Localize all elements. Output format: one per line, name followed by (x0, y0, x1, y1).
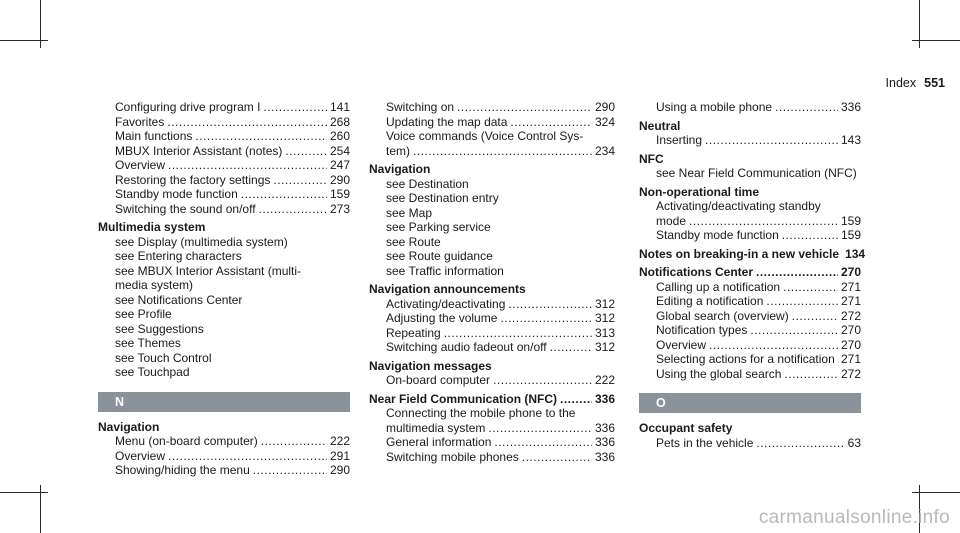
dot-leader (550, 340, 592, 355)
dot-leader (285, 144, 327, 159)
crop-mark (0, 40, 48, 41)
page-number: 551 (924, 76, 945, 90)
entry-label: Overview (656, 337, 707, 352)
dot-leader (493, 373, 592, 388)
index-reference: Activating/deactivating standby (656, 199, 821, 213)
dot-leader (750, 323, 838, 338)
dot-leader (510, 115, 592, 130)
index-entry[interactable] (639, 280, 861, 295)
index-entry[interactable] (98, 129, 350, 144)
index-reference: see Route (386, 234, 441, 249)
index-entry[interactable] (369, 435, 615, 450)
index-reference: see Near Field Communication (NFC) (656, 166, 857, 180)
dot-leader (689, 214, 838, 229)
index-reference: see MBUX Interior Assistant (multi- (115, 263, 302, 278)
entry-page-number[interactable]: 271 (840, 352, 861, 366)
dot-leader (775, 100, 838, 115)
index-entry[interactable] (639, 367, 861, 382)
dot-leader (494, 435, 592, 450)
entry-page-number[interactable]: 141 (329, 100, 350, 114)
index-reference: see Touchpad (115, 365, 190, 379)
entry-label: Standby mode function (656, 228, 779, 242)
dot-leader (263, 100, 327, 115)
entry-page-number[interactable]: 336 (594, 449, 615, 464)
index-entry[interactable] (369, 340, 615, 355)
index-column-1 (98, 100, 350, 478)
entry-page-number[interactable]: 291 (329, 448, 350, 463)
entry-page-number[interactable]: 312 (594, 311, 615, 325)
index-entry[interactable] (639, 133, 861, 148)
entry-page-number[interactable]: 336 (594, 420, 615, 435)
index-entry[interactable] (639, 323, 861, 338)
index-column-3 (639, 100, 866, 450)
entry-page-number[interactable]: 222 (329, 434, 350, 448)
dot-leader (168, 158, 327, 173)
index-heading: Non-operational time (639, 184, 760, 199)
entry-label: Restoring the factory settings (115, 172, 271, 187)
index-entry[interactable] (639, 436, 861, 451)
index-reference: see Suggestions (115, 321, 204, 336)
entry-page-number[interactable]: 159 (840, 213, 861, 228)
entry-label: multimedia system (386, 420, 486, 435)
dot-leader (167, 115, 327, 130)
entry-page-number[interactable]: 222 (594, 373, 615, 387)
index-reference: see Destination (386, 176, 469, 191)
index-reference: see Profile (115, 307, 172, 321)
entry-label: Showing/hiding the menu (115, 463, 250, 477)
crop-mark (912, 492, 960, 493)
entry-label: Using a mobile phone (656, 100, 773, 114)
watermark-logo: carmanualsonline.info (758, 507, 950, 528)
entry-page-number[interactable]: 272 (840, 308, 861, 323)
entry-page-number[interactable]: 290 (329, 463, 350, 477)
entry-label: On-board computer (386, 373, 491, 387)
entry-label: Switching on (386, 100, 455, 114)
dot-leader (444, 326, 592, 341)
dot-leader (522, 450, 592, 465)
crop-mark (912, 40, 960, 41)
index-entry[interactable] (369, 373, 615, 388)
index-heading: Navigation (98, 419, 160, 434)
entry-label: Favorites (115, 114, 165, 129)
entry-label: Pets in the vehicle (656, 435, 754, 450)
index-entry[interactable] (98, 202, 350, 217)
dot-leader (756, 436, 844, 451)
dot-leader (195, 129, 327, 144)
index-entry[interactable] (639, 294, 861, 309)
entry-label: tem) (386, 143, 410, 158)
index-heading: Neutral (639, 118, 681, 133)
dot-leader (273, 173, 327, 188)
entry-label: Switching mobile phones (386, 449, 519, 464)
dot-leader (766, 294, 838, 309)
entry-label: Selecting actions for a notification (656, 352, 835, 366)
entry-label: Updating the map data (386, 114, 508, 129)
entry-label: Main functions (115, 129, 193, 143)
entry-page-number[interactable]: 134 (845, 246, 866, 261)
entry-label: Notes on breaking-in a new vehicle (639, 246, 840, 261)
entry-label: Menu (on-board computer) (115, 434, 258, 448)
index-entry[interactable] (98, 115, 350, 130)
entry-label: Global search (overview) (656, 308, 789, 323)
entry-page-number[interactable]: 254 (329, 143, 350, 158)
index-entry[interactable] (98, 434, 350, 449)
entry-page-number[interactable]: 63 (847, 435, 861, 450)
entry-page-number[interactable]: 290 (594, 100, 615, 114)
index-entry[interactable] (639, 214, 861, 229)
entry-label: Near Field Communication (NFC) (369, 391, 558, 406)
entry-label: Inserting (656, 133, 703, 147)
entry-page-number[interactable]: 270 (840, 337, 861, 352)
entry-label: Activating/deactivating (386, 296, 506, 311)
entry-page-number[interactable]: 268 (329, 114, 350, 129)
entry-page-number[interactable]: 270 (840, 323, 861, 337)
entry-page-number[interactable]: 260 (329, 129, 350, 143)
entry-page-number[interactable]: 336 (594, 435, 615, 449)
entry-page-number[interactable]: 270 (840, 265, 861, 279)
dot-leader (705, 133, 838, 148)
index-entry[interactable] (639, 338, 861, 353)
entry-label: Notifications Center (639, 265, 754, 279)
index-reference: see Destination entry (386, 191, 499, 205)
index-entry[interactable] (369, 115, 615, 130)
dot-leader (261, 434, 327, 449)
index-entry[interactable] (369, 100, 615, 115)
entry-label: Switching audio fadeout on/off (386, 340, 547, 354)
entry-label: General information (386, 435, 492, 449)
entry-label: Switching the sound on/off (115, 201, 256, 216)
entry-label: Using the global search (656, 366, 782, 381)
index-reference: see Notifications Center (115, 292, 243, 307)
entry-page-number[interactable]: 324 (594, 114, 615, 129)
index-reference: Voice commands (Voice Control Sys- (386, 129, 584, 143)
index-reference: see Map (386, 205, 433, 220)
index-entry[interactable] (639, 352, 861, 367)
index-reference: see Display (multimedia system) (115, 234, 288, 249)
index-heading: Navigation messages (369, 358, 492, 373)
index-entry[interactable] (369, 326, 615, 341)
dot-leader (560, 392, 592, 407)
entry-page-number[interactable]: 312 (594, 340, 615, 354)
entry-label: Configuring drive program I (115, 100, 261, 114)
entry-page-number[interactable]: 273 (329, 201, 350, 216)
entry-page-number[interactable]: 159 (840, 228, 861, 242)
index-heading: Occupant safety (639, 421, 733, 435)
index-entry[interactable] (98, 100, 350, 115)
index-reference: see Entering characters (115, 249, 242, 263)
entry-page-number[interactable]: 312 (594, 296, 615, 311)
entry-label: Overview (115, 158, 166, 172)
entry-label: Adjusting the volume (386, 311, 498, 325)
entry-label: Overview (115, 448, 166, 463)
index-entry[interactable] (98, 187, 350, 202)
index-reference: see Themes (115, 336, 181, 350)
entry-page-number[interactable]: 336 (840, 100, 861, 114)
entry-page-number[interactable]: 159 (329, 187, 350, 201)
dot-leader (756, 265, 838, 280)
index-heading-entry[interactable] (639, 246, 866, 262)
index-reference: Connecting the mobile phone to the (386, 406, 576, 420)
dot-leader (259, 202, 327, 217)
index-entry[interactable] (369, 421, 615, 436)
dot-leader (488, 421, 592, 436)
header-title: Index (885, 76, 917, 90)
index-entry[interactable] (639, 228, 861, 243)
dot-leader (457, 100, 592, 115)
index-entry[interactable] (639, 100, 861, 115)
index-reference: see Traffic information (386, 263, 504, 278)
entry-label: MBUX Interior Assistant (notes) (115, 143, 283, 158)
index-entry[interactable] (639, 309, 861, 324)
dot-leader (241, 187, 327, 202)
entry-page-number[interactable]: 271 (840, 279, 861, 294)
crop-mark (0, 492, 48, 493)
section-letter-header: O (639, 393, 861, 413)
index-entry[interactable] (98, 158, 350, 173)
page-header (886, 76, 945, 90)
entry-page-number[interactable]: 234 (594, 143, 615, 158)
entry-label: Repeating (386, 325, 441, 340)
section-letter-header: N (98, 392, 350, 412)
dot-leader (168, 449, 327, 464)
index-heading: Multimedia system (98, 220, 206, 234)
index-reference: media system) (115, 278, 194, 292)
entry-page-number[interactable]: 313 (594, 325, 615, 340)
dot-leader (500, 311, 592, 326)
entry-page-number[interactable]: 271 (840, 294, 861, 308)
dot-leader (792, 309, 838, 324)
index-entry[interactable] (98, 144, 350, 159)
index-entry[interactable] (98, 173, 350, 188)
entry-page-number[interactable]: 336 (594, 391, 615, 406)
index-reference: see Parking service (386, 220, 491, 234)
entry-label: mode (656, 213, 687, 228)
dot-leader (413, 144, 592, 159)
index-heading-entry[interactable] (369, 392, 615, 407)
entry-label: Editing a notification (656, 294, 764, 308)
index-entry[interactable] (369, 297, 615, 312)
entry-page-number[interactable]: 272 (840, 366, 861, 381)
entry-label: Calling up a notification (656, 279, 781, 294)
index-reference: see Route guidance (386, 249, 493, 263)
dot-leader (709, 338, 838, 353)
dot-leader (783, 280, 838, 295)
dot-leader (784, 367, 838, 382)
index-entry[interactable] (369, 311, 615, 326)
index-heading-entry[interactable] (639, 265, 861, 280)
index-entry[interactable] (369, 144, 615, 159)
index-heading: Navigation announcements (369, 282, 526, 296)
index-column-2 (369, 100, 615, 464)
entry-page-number[interactable]: 143 (840, 133, 861, 147)
index-heading: NFC (639, 151, 664, 166)
dot-leader (782, 228, 838, 243)
index-heading: Navigation (369, 162, 431, 176)
dot-leader (253, 463, 327, 478)
entry-page-number[interactable]: 290 (329, 172, 350, 187)
entry-label: Standby mode function (115, 187, 238, 201)
dot-leader (508, 297, 592, 312)
entry-page-number[interactable]: 247 (329, 158, 350, 172)
index-entry[interactable] (98, 463, 350, 478)
index-entry[interactable] (369, 450, 615, 465)
entry-label: Notification types (656, 323, 748, 337)
index-entry[interactable] (98, 449, 350, 464)
index-reference: see Touch Control (115, 350, 212, 365)
